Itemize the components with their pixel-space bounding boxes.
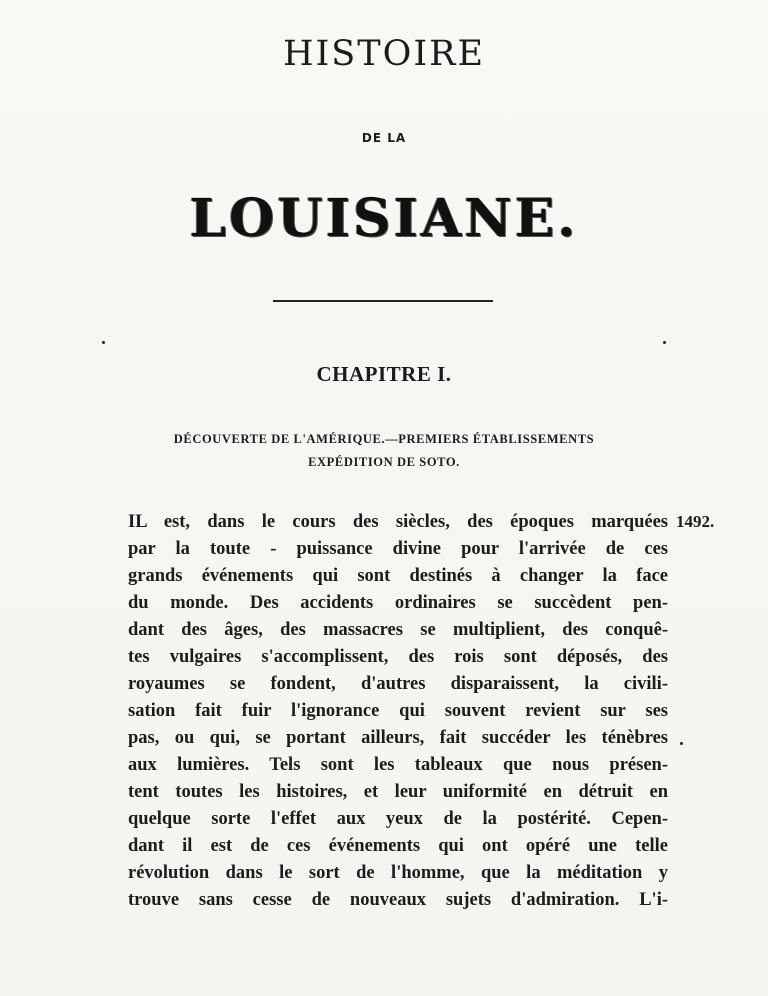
book-title-histoire: HISTOIRE bbox=[282, 34, 486, 74]
text-line: aux lumières. Tels sont les tableaux que nous présen- bbox=[128, 755, 668, 775]
print-speck bbox=[102, 341, 105, 344]
text-line: grands événements qui sont destinés à changer la face bbox=[128, 566, 668, 586]
text-line: pas, ou qui, se portant ailleurs, fait succéder les ténèbres bbox=[128, 728, 668, 748]
title-divider-rule bbox=[273, 300, 493, 302]
text-line: par la toute - puissance divine pour l'arrivée de ces bbox=[128, 539, 668, 559]
text-line: quelque sorte l'effet aux yeux de la postérité. Cepen- bbox=[128, 809, 668, 829]
print-speck bbox=[680, 742, 683, 745]
text-line: royaumes se fondent, d'autres disparaissent, la civili- bbox=[128, 674, 668, 694]
text-line: dant il est de ces événements qui ont opéré une telle bbox=[128, 836, 668, 856]
text-line: révolution dans le sort de l'homme, que la méditation y bbox=[128, 863, 668, 883]
chapter-subtitle-line-2: EXPÉDITION DE SOTO. bbox=[308, 455, 460, 469]
text-line: tent toutes les histoires, et leur uniformité en détruit en bbox=[128, 782, 668, 802]
text-line: du monde. Des accidents ordinaires se succèdent pen- bbox=[128, 593, 668, 613]
book-title-louisiane: LOUISIANE. bbox=[189, 188, 579, 249]
text-line: sation fait fuir l'ignorance qui souvent revient sur ses bbox=[128, 701, 668, 721]
text-line: dant des âges, des massacres se multiplient, des conquê- bbox=[128, 620, 668, 640]
chapter-heading: CHAPITRE I. bbox=[316, 362, 452, 386]
margin-year-note: 1492. bbox=[676, 512, 715, 531]
text-line: tes vulgaires s'accomplissent, des rois sont déposés, des bbox=[128, 647, 668, 667]
book-title-de-la: DE LA bbox=[361, 131, 407, 145]
text-line: IL est, dans le cours des siècles, des époques marquées bbox=[128, 512, 668, 532]
chapter-subtitle-line-1: DÉCOUVERTE DE L'AMÉRIQUE.—PREMIERS ÉTABLISSEMENTS bbox=[173, 432, 595, 446]
print-speck bbox=[663, 341, 666, 344]
text-line: trouve sans cesse de nouveaux sujets d'admiration. L'i- bbox=[128, 890, 668, 910]
